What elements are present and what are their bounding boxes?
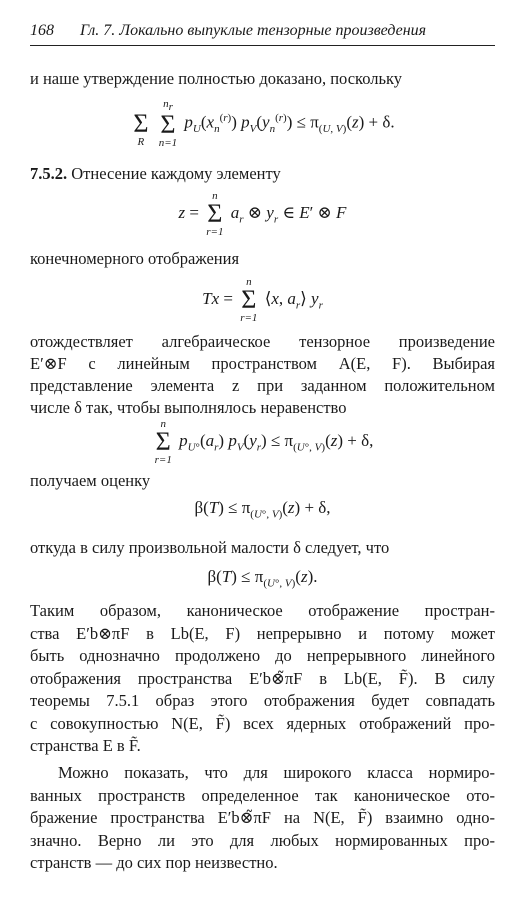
paragraph-7 (30, 762, 495, 875)
formula-1: Σ R $n_r$ Σ n=1 $p_U(x_n^{(r)}) p_V(y_n^{(r)}) \le \pi_{(U, V)}(z) + \delta$. (133, 98, 395, 150)
text-line: E′⊗F с линейным пространством A(E, F). Выбирая (30, 354, 495, 373)
running-header (30, 22, 495, 46)
text-line: странств — до сих пор неизвестно. (30, 853, 278, 872)
running-title: Гл. 7. Локально выпуклые тензорные произведения (80, 22, 427, 39)
text-line: теоремы 7.5.1 образ этого отображения будет совпадать (30, 691, 495, 710)
text-line: значно. Верно ли это для любых нормированных про- (30, 830, 495, 850)
formula-2: z = n Σ r=1 $a_r$ ⊗ $y_r$ ∈ E′ ⊗ F (178, 190, 347, 238)
text-line: с совокупностью N(E, F̃) всех ядерных отображений про- (30, 713, 495, 733)
paragraph-3 (30, 331, 495, 419)
formula-3: Tx = n Σ r=1 ⟨x, $a_r⟩$ $y_r$ (202, 276, 323, 324)
paragraph-4: получаем оценку (30, 471, 151, 490)
text-line: представление элемента z при заданном положительном (30, 376, 495, 395)
text-line: отождествляет алгебраическое тензорное произведение (30, 332, 495, 351)
section-title: Отнесение каждому элементу (71, 164, 281, 183)
text-line: странства E в F̃. (30, 736, 141, 755)
text-line: Таким образом, каноническое отображение простран- (30, 601, 495, 620)
paragraph-5: откуда в силу произвольной малости δ следует, что (30, 538, 390, 557)
text-line: числе δ так, чтобы выполнялось неравенство (30, 398, 347, 417)
formula-4: n Σ r=1 $p_{U^\circ}(a_r) p_V(y_r) \le \pi_{(U^\circ, V)}(z) + \delta$, (154, 418, 374, 466)
text-line: Можно показать, что для широкого класса нормиро- (58, 763, 495, 782)
page-number: 168 (30, 22, 54, 39)
text-line: ства E′b⊗πF в Lb(E, F) непрерывно и потому может (30, 623, 495, 643)
paragraph-2: конечномерного отображения (30, 249, 240, 268)
text-line: отображения пространства E′b⊗̃πF в Lb(E, F̃). В силу (30, 668, 495, 688)
formula-5: $\beta(T) \le \pi_{(U^\circ, V)}(z) + \delta$, (194, 498, 331, 521)
section-number: 7.5.2. (30, 164, 68, 183)
paragraph-1: и наше утверждение полностью доказано, поскольку (30, 69, 403, 88)
text-line: бражение пространства E′b⊗̃πF на N(E, F̃) взаимно одно- (30, 808, 495, 827)
text-line: ванных пространств определенное так каноническое ото- (30, 785, 495, 805)
section-heading (30, 163, 495, 185)
formula-6: $\beta(T) \le \pi_{(U^\circ, V)}(z)$. (207, 567, 318, 590)
paragraph-6 (30, 600, 495, 758)
text-line: быть однозначно продолжено до непрерывного линейного (30, 646, 495, 665)
